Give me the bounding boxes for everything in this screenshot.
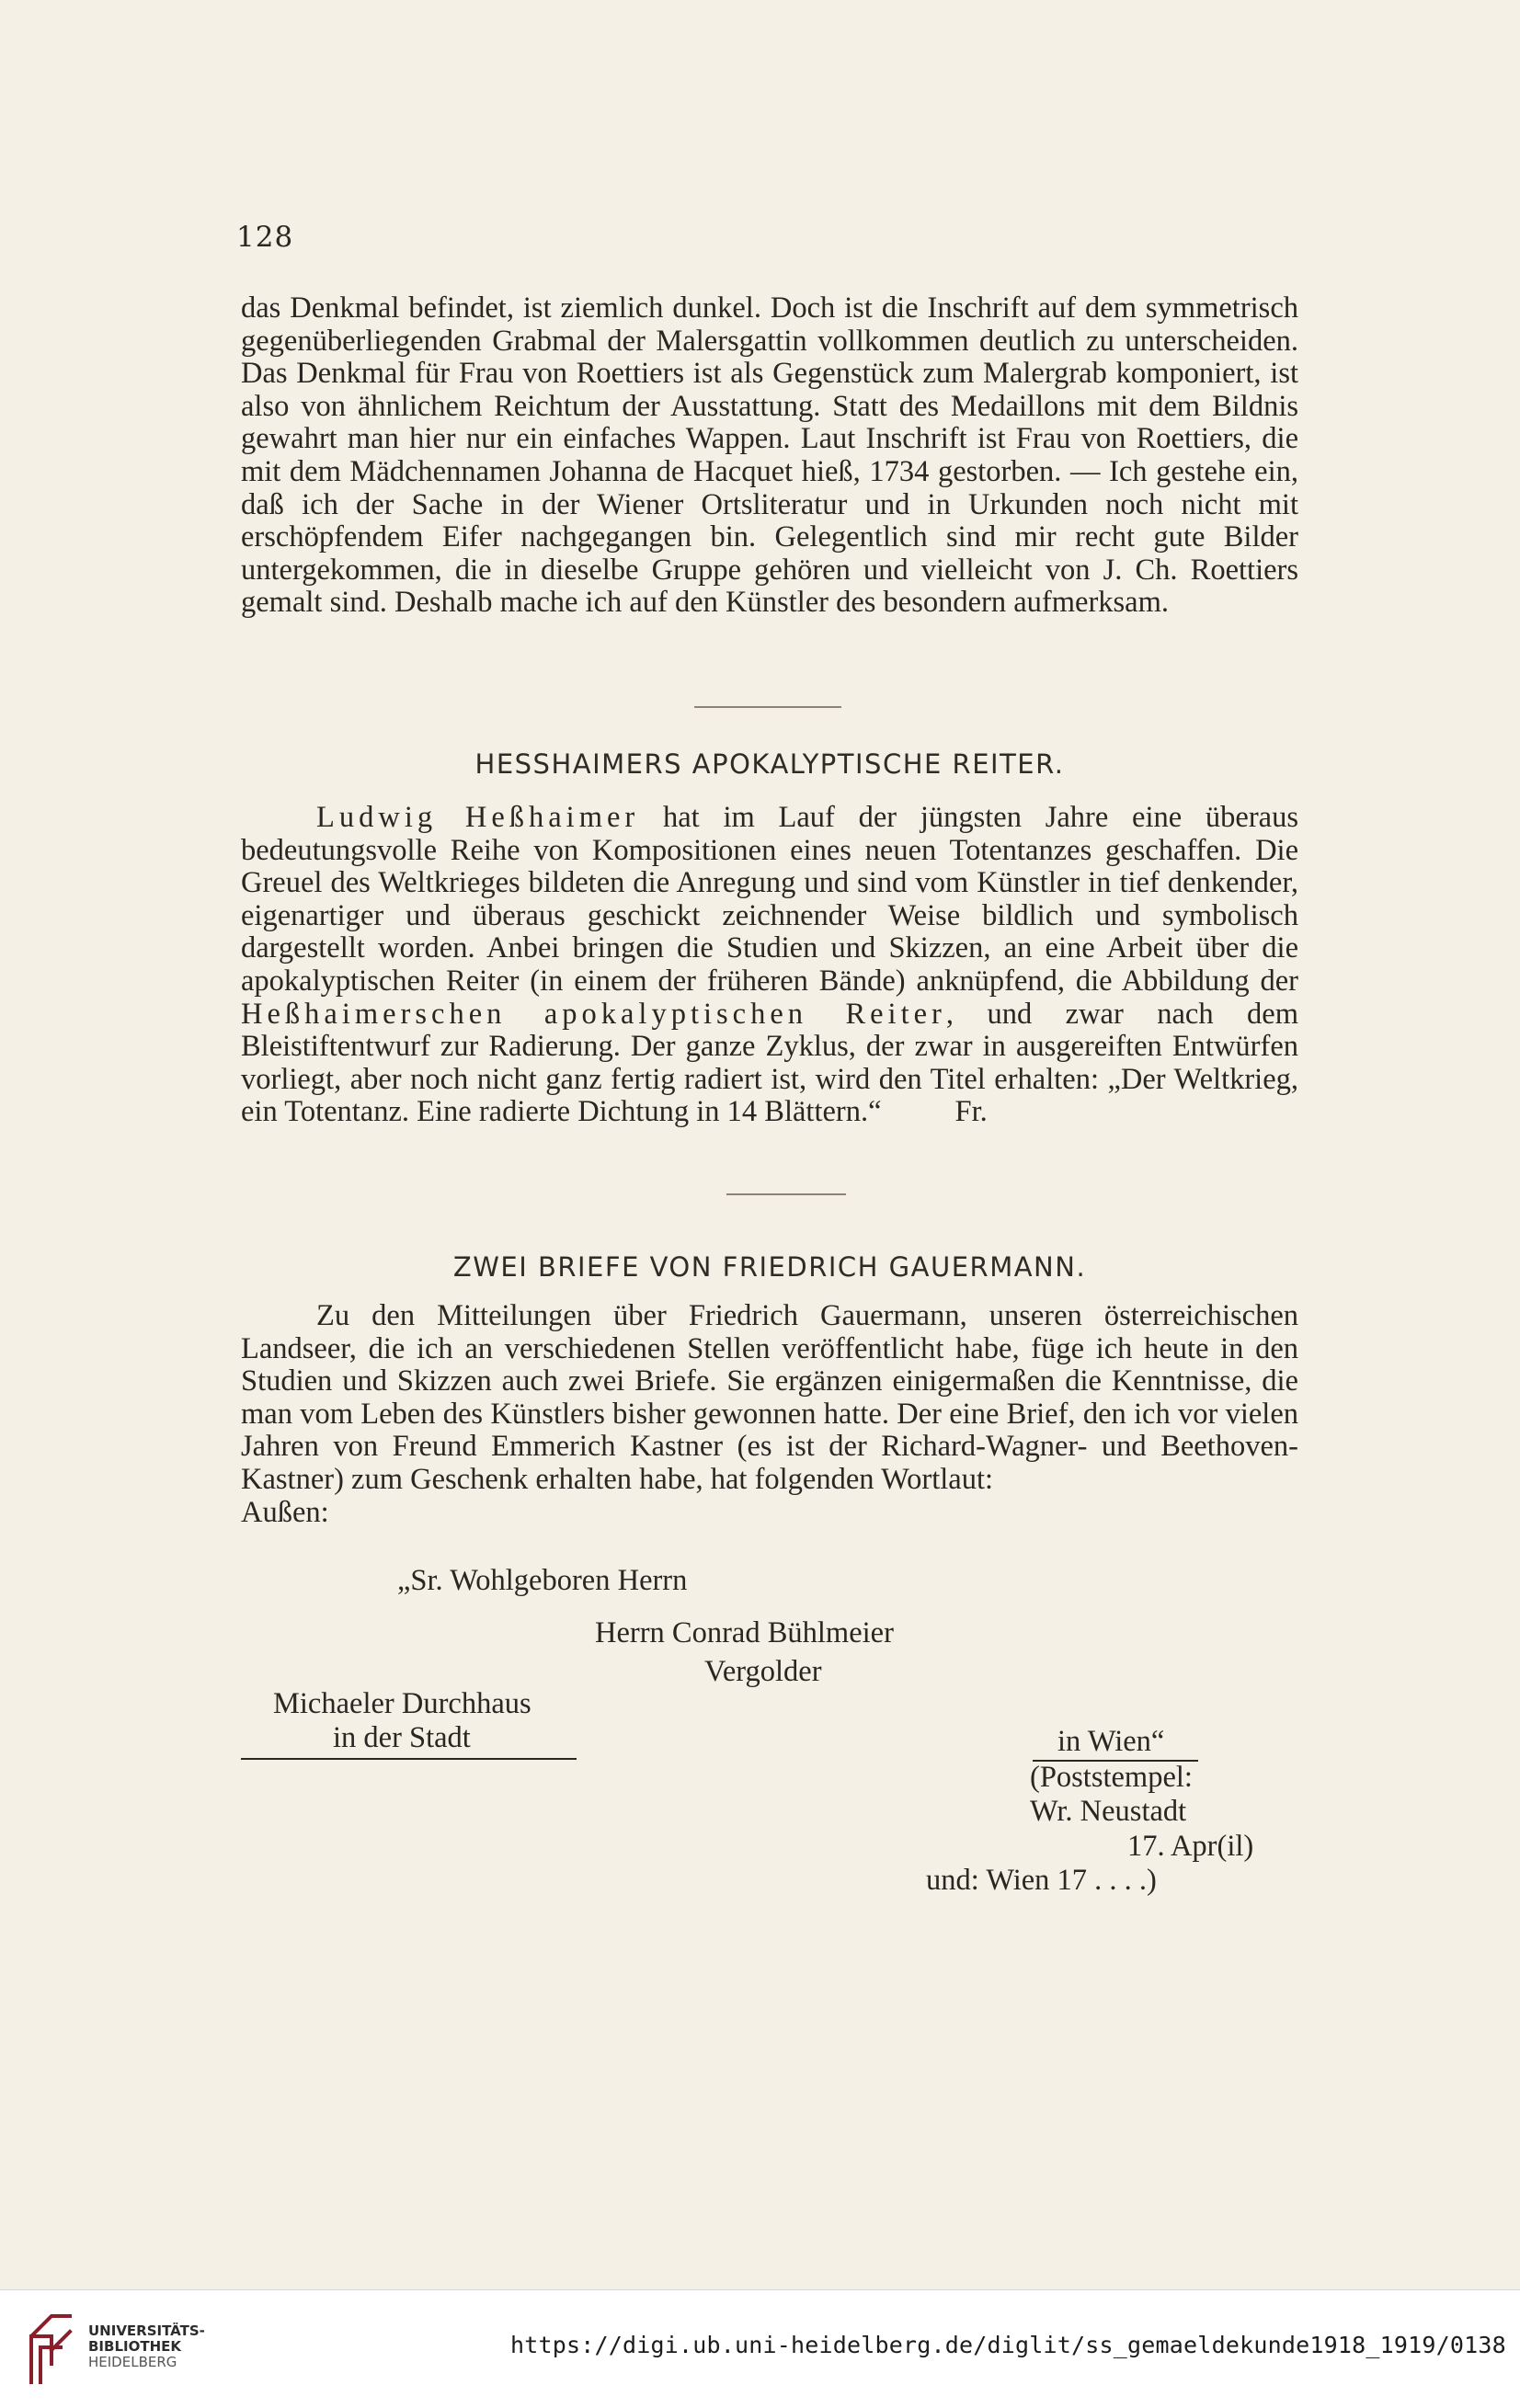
aussen-label: Außen: [241,1495,329,1529]
name-hesshaimer: Ludwig Heßhaimer [316,801,640,834]
postmark-line-1: (Poststempel: [1030,1761,1193,1794]
library-name [88,2323,205,2370]
address-line-3: Vergolder [704,1655,822,1688]
separator-rule-2 [726,1193,846,1195]
address-line-1: „Sr. Wohlgeboren Herrn [397,1564,688,1597]
intro-paragraph [241,292,1298,620]
permalink-url[interactable]: https://digi.ub.uni-heidelberg.de/diglit/ss_gemaeldekunde1918_1919/0138 [510,2332,1506,2358]
author-signature: Fr. [954,1095,988,1129]
postmark-line-2: Wr. Neustadt [1030,1795,1187,1828]
postmark-line-4: und: Wien 17 . . . .) [926,1864,1157,1897]
address-line-2: Herrn Conrad Bühlmeier [595,1616,894,1649]
library-footer [0,2289,1520,2408]
page-number: 128 [236,221,294,254]
gauermann-paragraph [241,1300,1298,1529]
address-right-1: in Wien“ [1057,1725,1165,1758]
library-line-3: HEIDELBERG [88,2354,177,2370]
hesshaimer-text-1: hat im Lauf der jüngsten Jahre eine überaus bedeutungsvolle Reihe von Kompositionen eines neuen Totentanzes geschaffen. Die Greuel des Weltkrieges bildeten die Anregung und sind vom Künstler in tief denkender, eigenartiger und überaus geschickt zeichnender Weise bildlich und symbolisch dargestellt worden. Anbei bringen die Studien und Skizzen, an eine Arbeit über die apokalyptischen Reiter (in einem der früheren Bände) anknüpfend, die Abbildung der [241,801,1298,998]
intro-text: das Denkmal befindet, ist ziemlich dunkel. Doch ist die Inschrift auf dem symmetrisch gegenüberliegenden Grabmal der Malersgattin vollkommen deutlich zu unterscheiden. Das Denkmal für Frau von Roettiers ist als Gegenstück zum Malergrab komponiert, ist also von ähnlichem Reichtum der Ausstattung. Statt des Medaillons mit dem Bildnis gewahrt man hier nur ein einfaches Wappen. Laut Inschrift ist Frau von Roettiers, die mit dem Mädchennamen Johanna de Hacquet hieß, 1734 gestorben. — Ich gestehe ein, daß ich der Sache in der Wiener Ortsliteratur und in Urkunden noch nicht mit erschöpfendem Eifer nachgegangen bin. Gelegentlich sind mir recht gute Bilder untergekommen, die in dieselbe Gruppe gehören und vielleicht von J. Ch. Roettiers gemalt sind. Deshalb mache ich auf den Künstler des besondern aufmerksam. [241,291,1298,620]
separator-rule [694,706,841,708]
section-heading-gauermann: ZWEI BRIEFE VON FRIEDRICH GAUERMANN. [452,1251,1087,1283]
section-heading-hesshaimer: HESSHAIMERS APOKALYPTISCHE REITER. [474,748,1065,780]
library-line-2: BIBLIOTHEK [88,2338,181,2355]
heidelberg-library-logo-icon [24,2309,77,2388]
postmark-line-3: 17. Apr(il) [1127,1830,1254,1863]
title-apokalyptische-reiter: Heßhaimerschen apokalyptischen Reiter [241,997,946,1031]
gauermann-text: Zu den Mitteilungen über Friedrich Gauermann, unseren österreichischen Landseer, die ich an verschiedenen Stellen veröffentlicht habe, füge ich heute in den Studien und Skizzen auch zwei Briefe. Sie ergänzen einigermaßen die Kenntnisse, die man vom Leben des Künstlers bisher gewonnen hatte. Der eine Brief, den ich vor vielen Jahren von Freund Emmerich Kastner (es ist der Richard-Wagner- und Beethoven-Kastner) zum Geschenk erhalten habe, hat folgenden Wortlaut: [241,1299,1298,1496]
hesshaimer-paragraph [241,802,1298,1129]
hesshaimer-text-2: , und zwar nach dem Bleistiftentwurf zur Radierung. Der ganze Zyklus, der zwar in ausgereiften Entwürfen vorliegt, aber noch nicht ganz fertig radiert ist, wird den Titel erhalten: „Der Weltkrieg, ein Totentanz. Eine radierte Dichtung in 14 Blättern.“ [241,997,1298,1129]
address-left-1: Michaeler Durchhaus [273,1687,531,1720]
address-left-2: in der Stadt [333,1721,471,1754]
address-underline-left [241,1758,577,1760]
library-line-1: UNIVERSITÄTS- [88,2322,205,2339]
